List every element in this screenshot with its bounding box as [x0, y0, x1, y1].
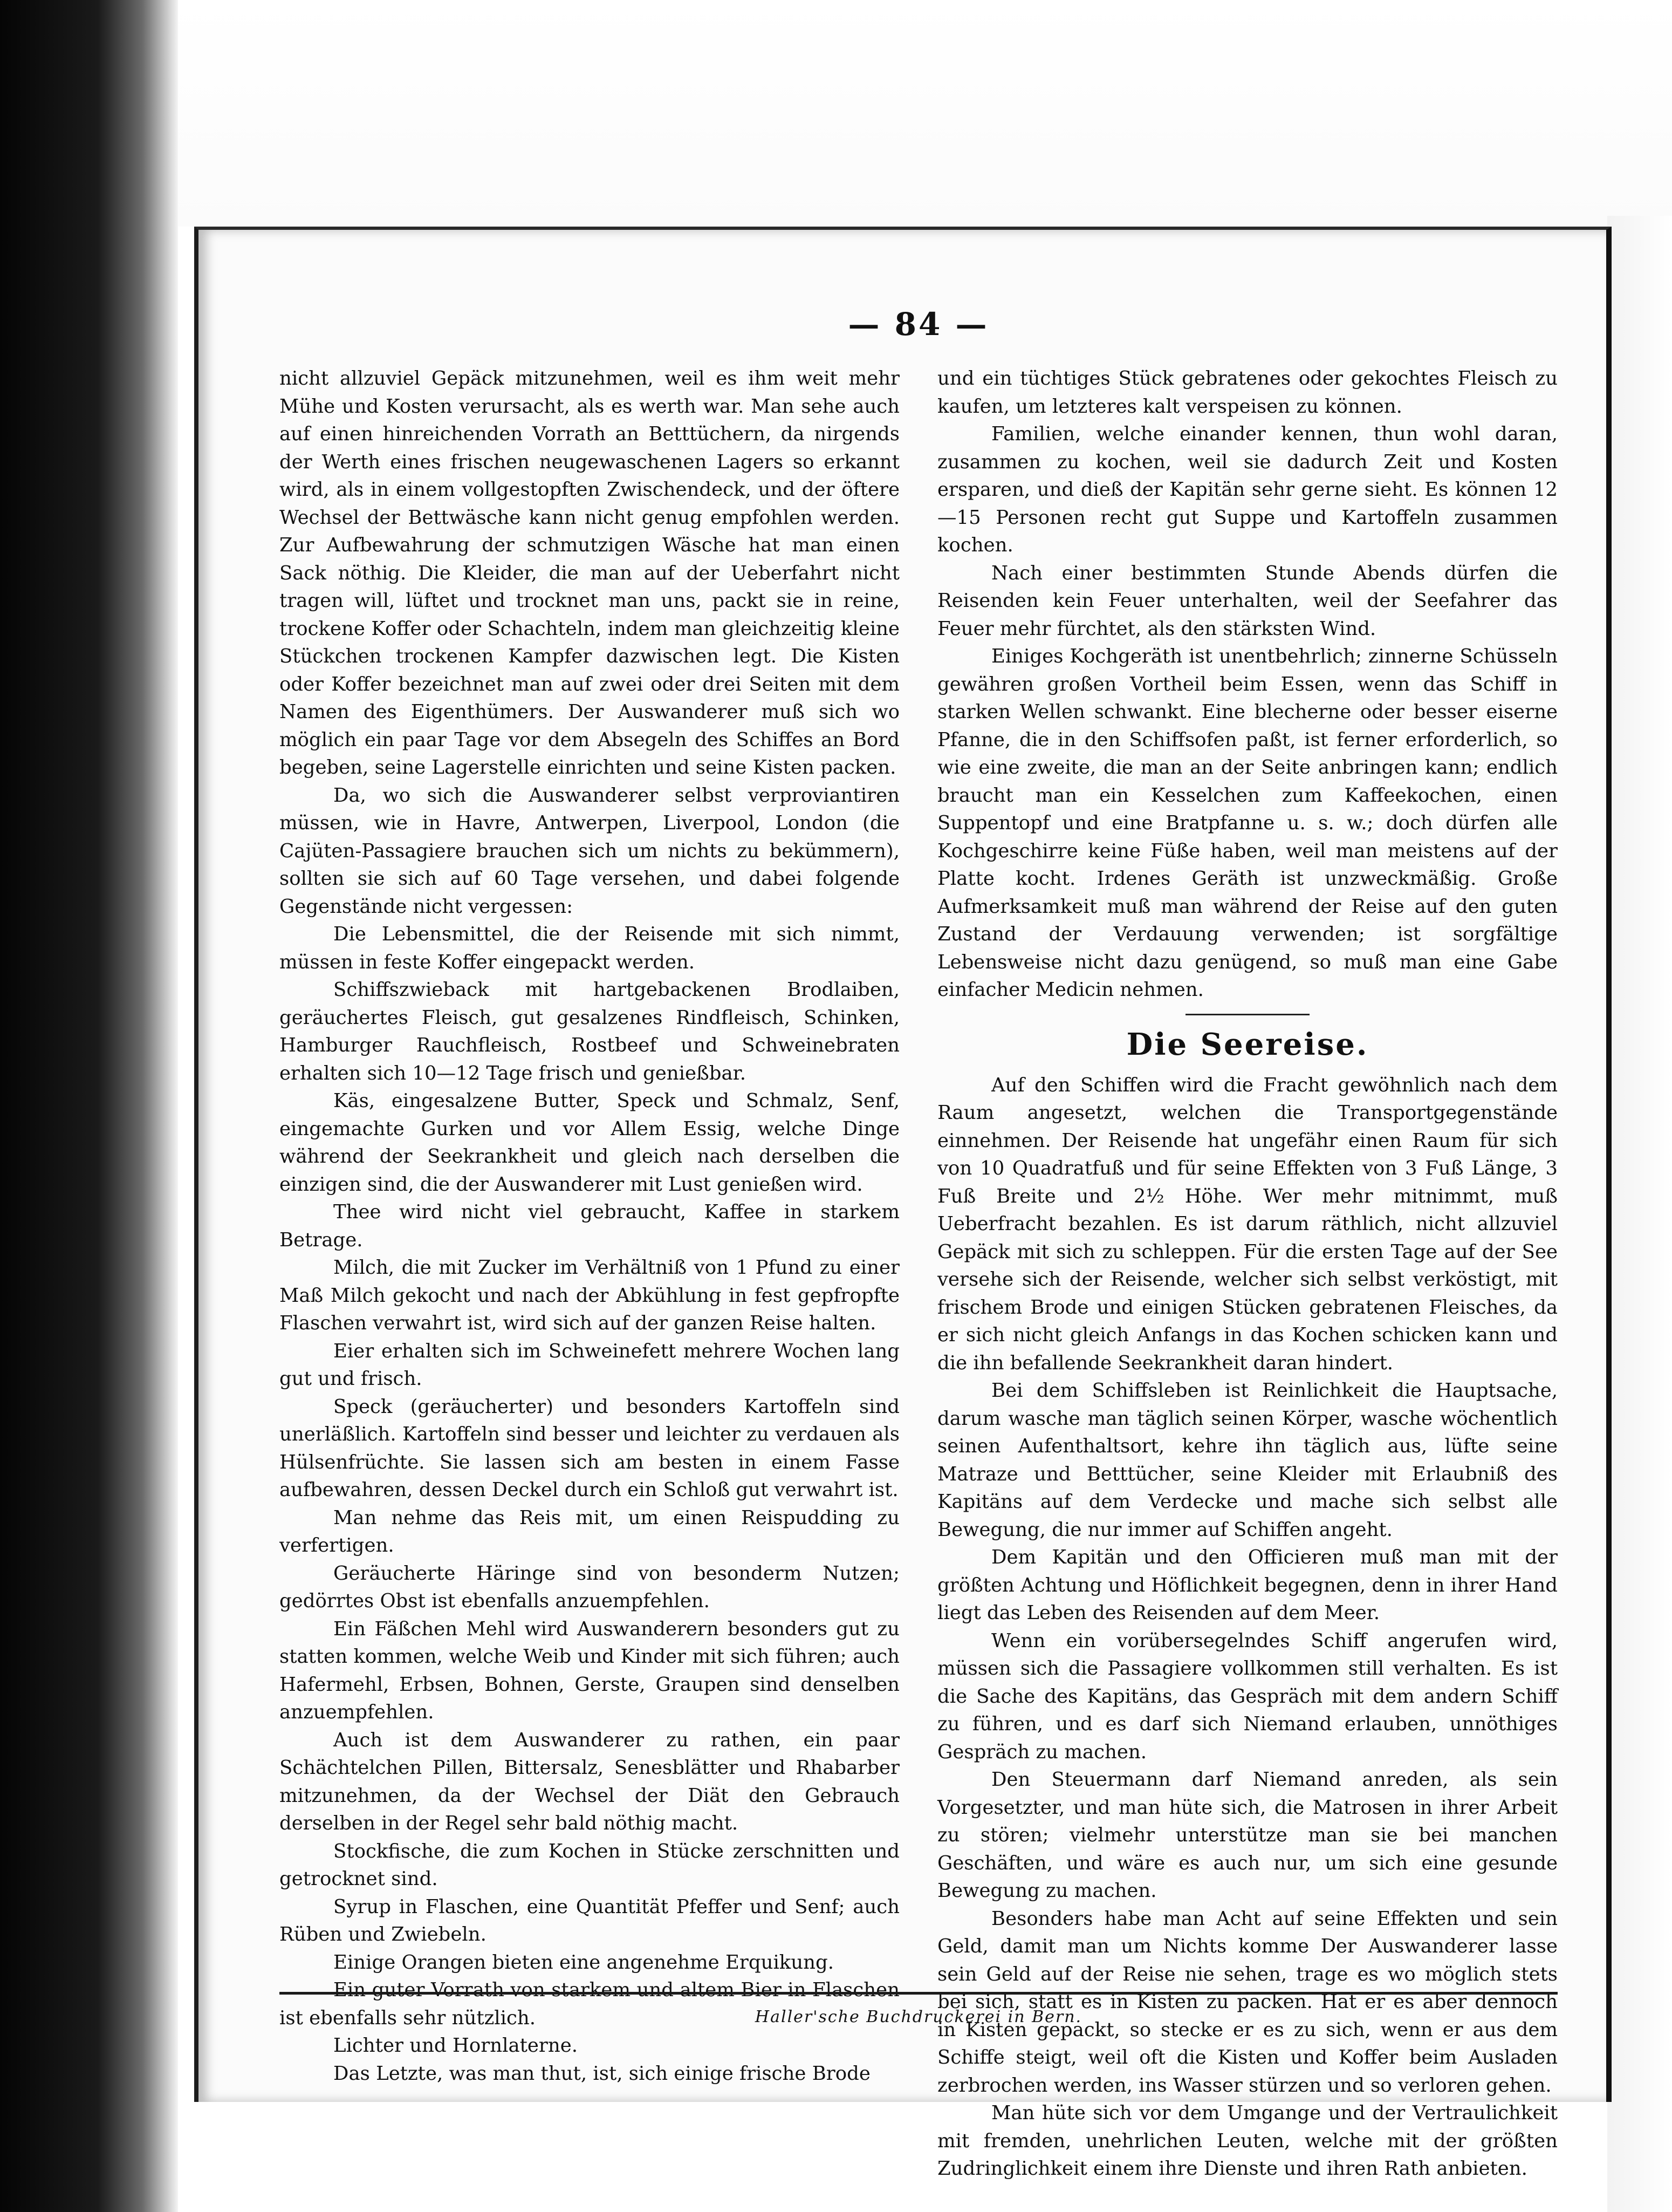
paragraph: Einige Orangen bieten eine angenehme Erquikung.: [333, 1951, 834, 1974]
paragraph: Ein Fäßchen Mehl wird Auswanderern besonders gut zu statten kommen, welche Weib und Kinder mit sich führen; auch Hafermehl, Erbsen, Bohnen, Gerste, Graupen sind denselben anzuempfehlen.: [279, 1617, 900, 1723]
left-column: [279, 365, 900, 2087]
page-number: — 84 —: [848, 306, 989, 343]
page-content: [279, 295, 1558, 2180]
scan-shadow-left: [0, 0, 178, 2212]
paragraph: Die Lebensmittel, die der Reisende mit sich nimmt, müssen in feste Koffer eingepackt werden.: [279, 923, 900, 973]
footer-rule: [279, 1992, 1558, 1995]
paragraph: Geräucherte Häringe sind von besonderm Nutzen; gedörrtes Obst ist ebenfalls anzuempfehlen.: [279, 1562, 900, 1612]
paragraph: Eier erhalten sich im Schweinefett mehrere Wochen lang gut und frisch.: [279, 1340, 900, 1390]
paragraph: Stockfische, die zum Kochen in Stücke zerschnitten und getrocknet sind.: [279, 1840, 900, 1890]
scan-margin-right: [1607, 216, 1672, 2212]
paragraph: Thee wird nicht viel gebraucht, Kaffee in starkem Betrage.: [279, 1201, 900, 1251]
paragraph: und ein tüchtiges Stück gebratenes oder gekochtes Fleisch zu kaufen, um letzteres kalt verspeisen zu können.: [937, 367, 1558, 418]
paragraph: Besonders habe man Acht auf seine Effekten und sein Geld, damit man um Nichts komme Der Auswanderer lasse sein Geld auf der Reise nie sehen, trage es wo möglich stets bei sich, statt es in Kisten zu packen. Hat er es aber dennoch in Kisten gepackt, so stecke er es zu sich, wenn er aus dem Schiffe steigt, weil oft die Kisten und Koffer beim Ausladen zerbrochen werden, ins Wasser stürzen und so verloren gehen.: [937, 1907, 1558, 2097]
paragraph: Auch ist dem Auswanderer zu rathen, ein paar Schächtelchen Pillen, Bittersalz, Senesblätter und Rhabarber mitzunehmen, da der Wechsel der Diät den Gebrauch derselben in der Regel sehr bald nöthig macht.: [279, 1729, 900, 1834]
right-column: [937, 365, 1558, 2183]
paragraph: Auf den Schiffen wird die Fracht gewöhnlich nach dem Raum angesetzt, welchen die Transportgegenstände einnehmen. Der Reisende hat ungefähr einen Raum für sich von 10 Quadratfuß und für seine Effekten von 3 Fuß Länge, 3 Fuß Breite und 2½ Höhe. Wer mehr mitnimmt, muß Ueberfracht bezahlen. Es ist darum räthlich, nicht allzuviel Gepäck mit sich zu schleppen. Für die ersten Tage auf der See versehe sich der Reisende, welcher sich selbst verköstigt, mit frischem Brode und einigen Stücken gebratenen Fleisches, da er sich nicht gleich Anfangs in das Kochen schicken kann und die ihn befallende Seekrankheit daran hindert.: [937, 1074, 1558, 1374]
paragraph: Da, wo sich die Auswanderer selbst verproviantiren müssen, wie in Havre, Antwerpen, Liverpool, London (die Cajüten-Passagiere brauchen sich um nichts zu bekümmern), sollten sie sich auf 60 Tage versehen, und dabei folgende Gegenstände nicht vergessen:: [279, 784, 900, 918]
paragraph: nicht allzuviel Gepäck mitzunehmen, weil es ihm weit mehr Mühe und Kosten verursacht, als es werth war. Man sehe auch auf einen hinreichenden Vorrath an Betttüchern, da nirgends der Werth eines frischen neugewaschenen Lagers so erkannt wird, als in einem vollgestopften Zwischendeck, und der öftere Wechsel der Bettwäsche kann nicht genug empfohlen werden. Zur Aufbewahrung der schmutzigen Wäsche hat man einen Sack nöthig. Die Kleider, die man auf der Ueberfahrt nicht tragen will, lüftet und trocknet man uns, packt sie in reine, trockene Koffer oder Schachteln, indem man gleichzeitig kleine Stückchen trockenen Kampfer dazwischen legt. Die Kisten oder Koffer bezeichnet man auf zwei oder drei Seiten mit dem Namen des Eigenthümers. Der Auswanderer muß sich wo möglich ein paar Tage vor dem Absegeln des Schiffes an Bord begeben, seine Lagerstelle einrichten und seine Kisten packen.: [279, 367, 900, 779]
paragraph: Milch, die mit Zucker im Verhältniß von 1 Pfund zu einer Maß Milch gekocht und nach der Abkühlung in fest gepfropfte Flaschen verwahrt ist, wird sich auf der ganzen Reise halten.: [279, 1257, 900, 1334]
paragraph: Man hüte sich vor dem Umgange und der Vertraulichkeit mit fremden, unehrlichen Leuten, welche mit der größten Zudringlichkeit einem ihre Dienste und ihren Rath anbieten.: [937, 2102, 1558, 2180]
paragraph: Dem Kapitän und den Officieren muß man mit der größten Achtung und Höflichkeit begegnen, denn in ihrer Hand liegt das Leben des Reisenden auf dem Meer.: [937, 1546, 1558, 1624]
paragraph: Ein guter Vorrath von starkem und altem Bier in Flaschen ist ebenfalls sehr nützlich.: [279, 1979, 900, 2029]
paragraph: Wenn ein vorübersegelndes Schiff angerufen wird, müssen sich die Passagiere vollkommen still verhalten. Es ist die Sache des Kapitäns, das Gespräch mit dem andern Schiff zu führen, und es darf sich Niemand erlauben, unnöthiges Gespräch zu machen.: [937, 1629, 1558, 1763]
paragraph: Nach einer bestimmten Stunde Abends dürfen die Reisenden kein Feuer unterhalten, weil der Seefahrer das Feuer mehr fürchtet, als den stärksten Wind.: [937, 562, 1558, 640]
paragraph: Lichter und Hornlaterne.: [333, 2035, 578, 2057]
paragraph: Den Steuermann darf Niemand anreden, als sein Vorgesetzter, und man hüte sich, die Matrosen in ihrer Arbeit zu stören; vielmehr unterstütze man sie bei manchen Geschäften, und wäre es auch nur, um sich eine gesunde Bewegung zu machen.: [937, 1769, 1558, 1902]
paragraph: Das Letzte, was man thut, ist, sich einige frische Brode: [333, 2062, 871, 2085]
paragraph: Man nehme das Reis mit, um einen Reispudding zu verfertigen.: [279, 1506, 900, 1556]
newspaper-page: [194, 227, 1612, 2180]
paragraph: Schiffszwieback mit hartgebackenen Brodlaiben, geräuchertes Fleisch, gut gesalzenes Rindfleisch, Schinken, Hamburger Rauchfleisch, Rostbeef und Schweinebraten erhalten sich 10—12 Tage frisch und genießbar.: [279, 979, 900, 1084]
paragraph: Einiges Kochgeräth ist unentbehrlich; zinnerne Schüsseln gewähren großen Vortheil beim Essen, wenn das Schiff in starken Wellen schwankt. Eine blecherne oder besser eiserne Pfanne, die in den Schiffsofen paßt, ist ferner erforderlich, so wie eine zweite, die man an der Seite anbringen kann; endlich braucht man ein Kesselchen zum Kaffeekochen, einen Suppentopf und eine Bratpfanne u. s. w.; doch dürfen alle Kochgeschirre keine Füße haben, weil man meistens auf der Platte kocht. Irdenes Geräth ist unzweckmäßig. Große Aufmerksamkeit muß man während der Reise auf den guten Zustand der Verdauung verwenden; ist sorgfältige Lebensweise nicht dazu genügend, so muß man eine Gabe einfacher Medicin nehmen.: [937, 645, 1558, 1001]
paragraph: Familien, welche einander kennen, thun wohl daran, zusammen zu kochen, weil sie dadurch Zeit und Kosten ersparen, und dieß der Kapitän sehr gerne sieht. Es können 12—15 Personen recht gut Suppe und Kartoffeln zusammen kochen.: [937, 423, 1558, 556]
paragraph: Bei dem Schiffsleben ist Reinlichkeit die Hauptsache, darum wasche man täglich seinen Körper, wasche wöchentlich seinen Aufenthaltsort, kehre ihn täglich aus, lüfte seine Matraze und Betttücher, seine Kleider mit Erlaubniß des Kapitäns auf dem Verdecke und mache sich selbst alle Bewegung, die nur immer auf Schiffen angeht.: [937, 1380, 1558, 1541]
paragraph: Syrup in Flaschen, eine Quantität Pfeffer und Senf; auch Rüben und Zwiebeln.: [279, 1895, 900, 1945]
paragraph: Käs, eingesalzene Butter, Speck und Schmalz, Senf, eingemachte Gurken und vor Allem Essig, welche Dinge während der Seekrankheit und gleich nach derselben die einzigen sind, die der Auswanderer mit Lust genießen wird.: [279, 1090, 900, 1196]
section-heading: Die Seereise.: [1126, 1026, 1369, 1062]
paragraph: Speck (geräucherter) und besonders Kartoffeln sind unerläßlich. Kartoffeln sind besser und leichter zu verdauen als Hülsenfrüchte. Sie lassen sich am besten in einem Fasse aufbewahren, dessen Deckel durch ein Schloß gut verwahrt ist.: [279, 1395, 900, 1501]
section-divider: [1186, 1014, 1310, 1015]
printer-imprint: Haller'sche Buchdruckerei in Bern.: [755, 2008, 1082, 2026]
scan-margin-top: [178, 0, 1672, 227]
